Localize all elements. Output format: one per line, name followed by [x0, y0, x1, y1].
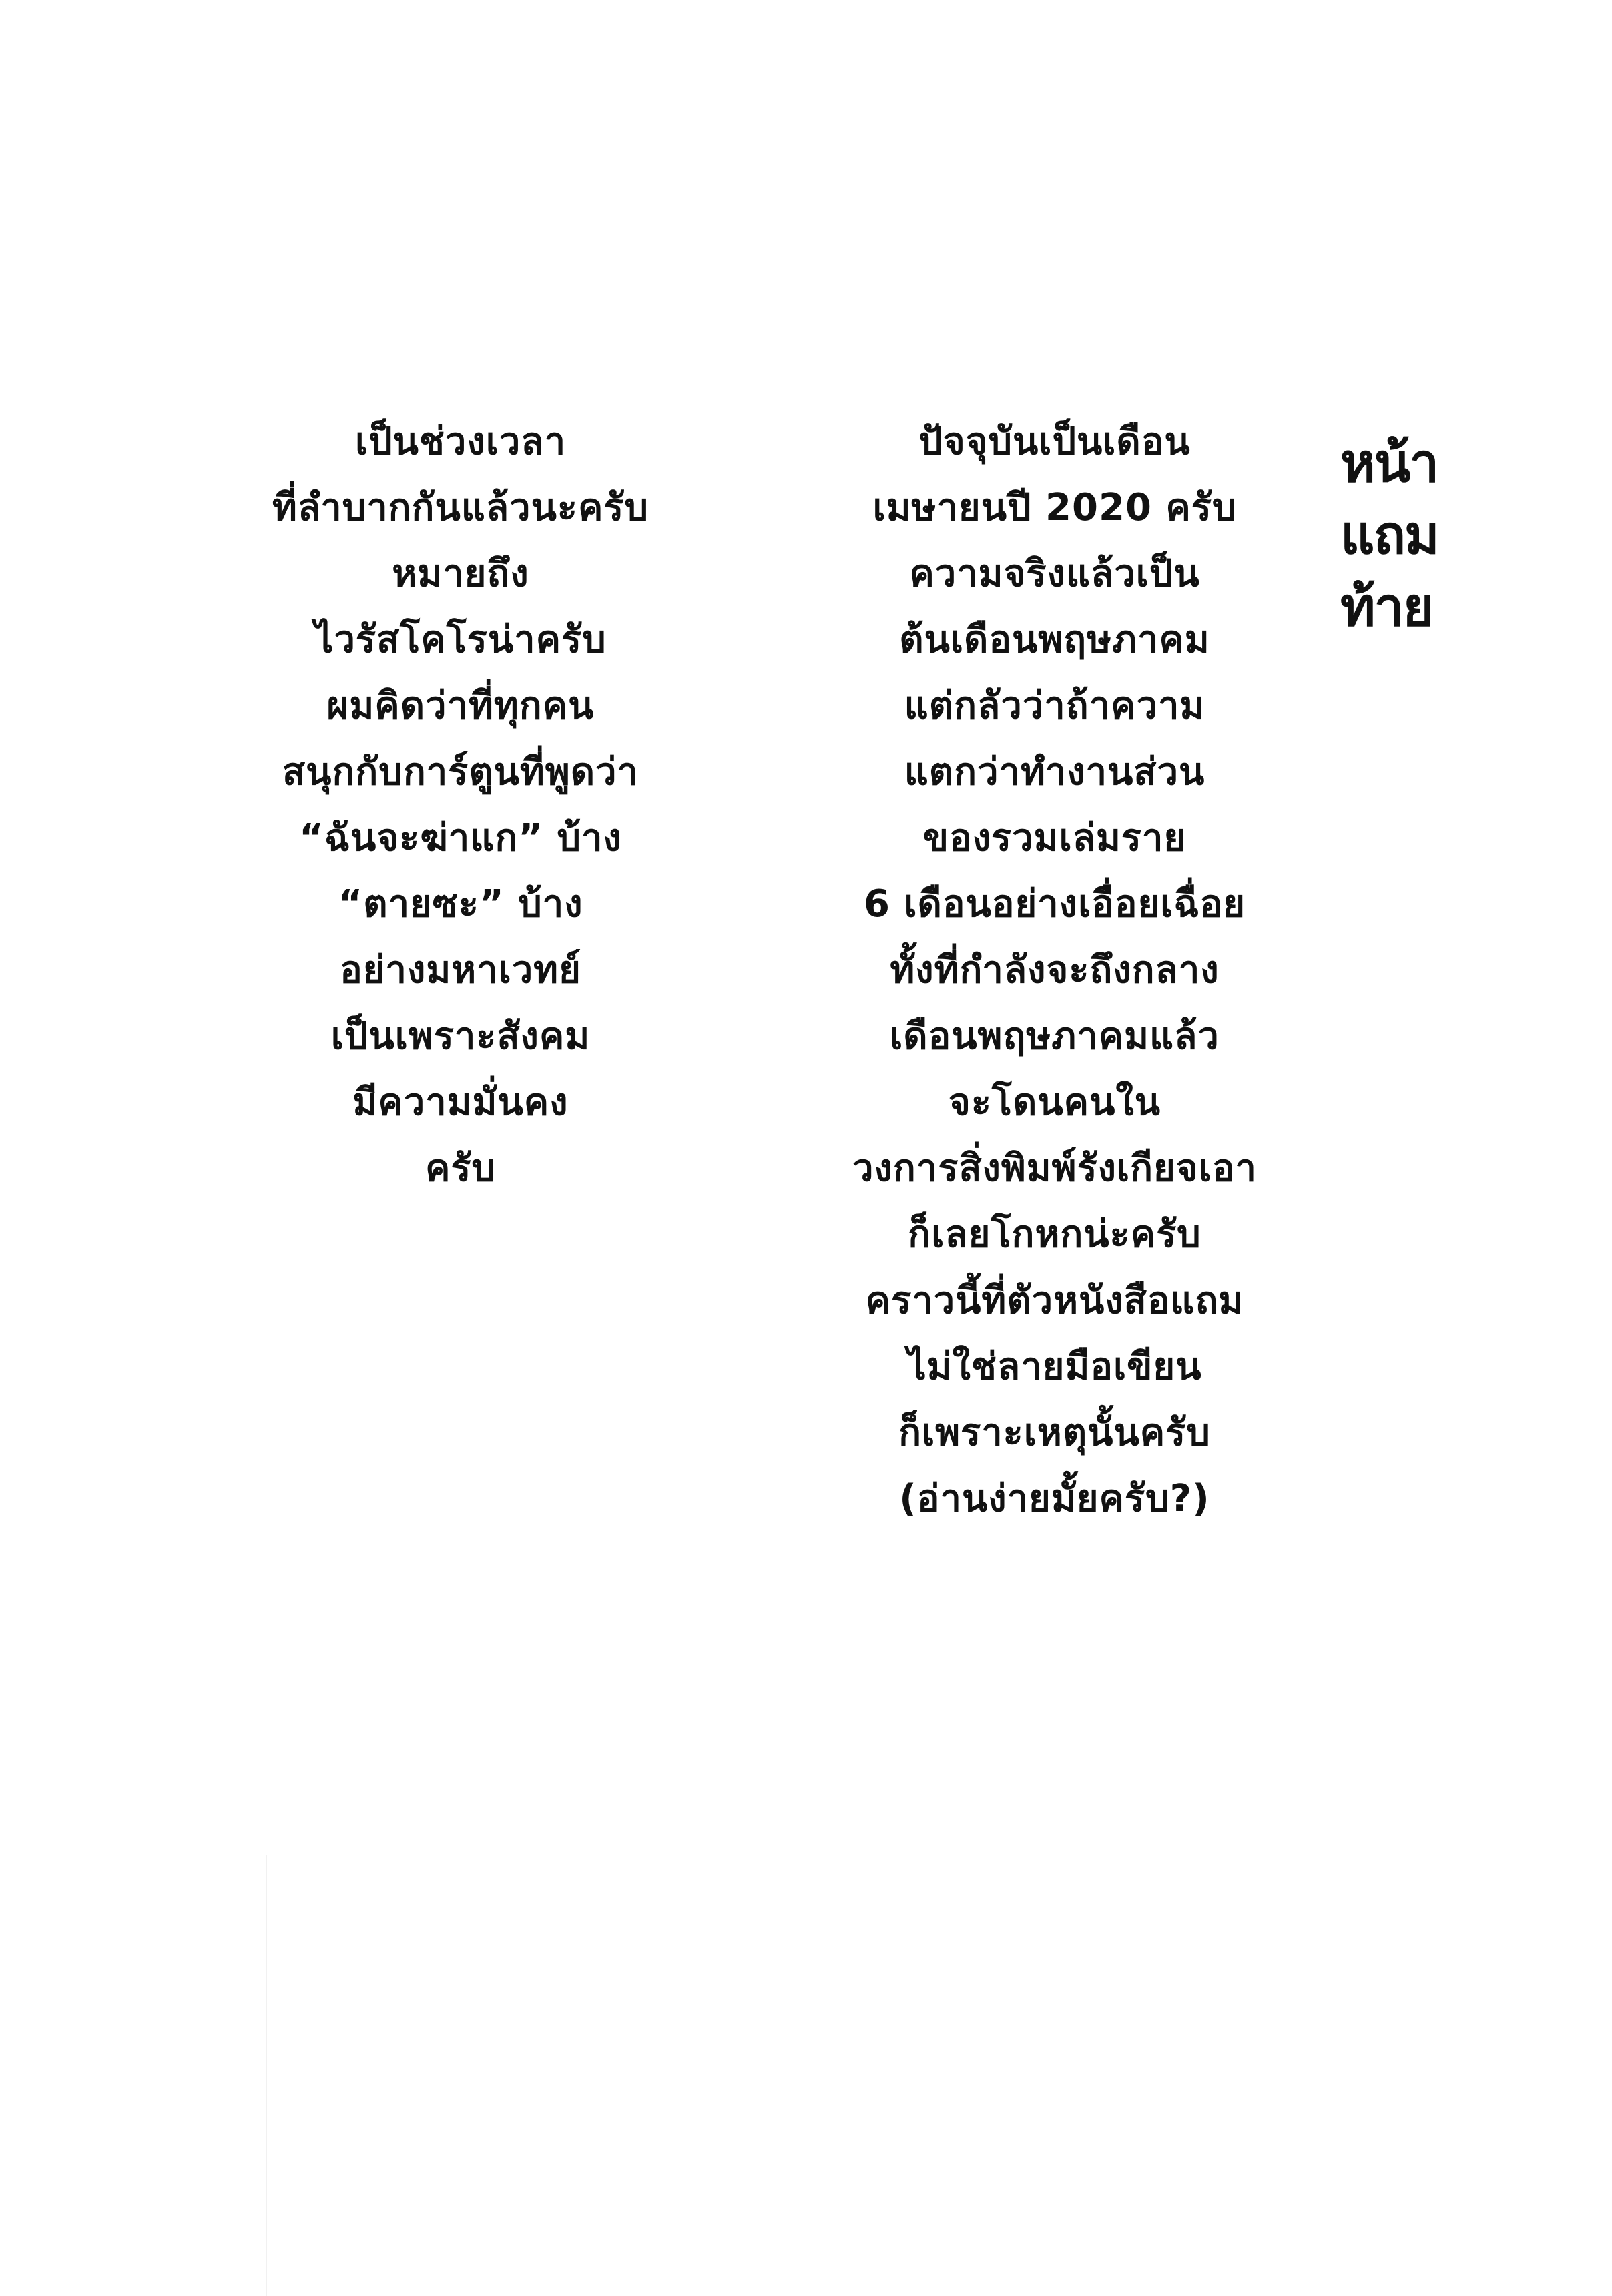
text-line: ความจริงแล้วเป็น — [909, 552, 1200, 595]
text-line: ที่ลำบากกันแล้วนะครับ — [272, 486, 649, 529]
heading-line: แถม — [1340, 504, 1438, 566]
text-line: “ตายซะ” บ้าง — [338, 882, 583, 926]
scan-artifact-line — [266, 1855, 267, 2296]
text-line: ปัจจุบันเป็นเดือน — [918, 420, 1191, 463]
text-line: จะโดนคนใน — [949, 1081, 1161, 1124]
text-line: เดือนพฤษภาคมแล้ว — [890, 1015, 1220, 1058]
text-line: เมษายนปี 2020 ครับ — [872, 486, 1237, 529]
text-line: ผมคิดว่าที่ทุกคน — [326, 684, 595, 728]
text-line: ครับ — [425, 1147, 497, 1190]
text-line: 6 เดือนอย่างเอื่อยเฉื่อย — [863, 882, 1246, 926]
text-line: (อ่านง่ายมั้ยครับ?) — [899, 1477, 1210, 1520]
text-line: ทั้งที่กำลังจะถึงกลาง — [890, 948, 1220, 992]
text-line: “ฉันจะฆ่าแก” บ้าง — [299, 816, 622, 860]
text-line: มีความมั่นคง — [352, 1081, 569, 1124]
heading-line: หน้า — [1340, 432, 1438, 494]
text-line: แต่กลัวว่าถ้าความ — [904, 684, 1205, 728]
text-line: วงการสิ่งพิมพ์รังเกียจเอา — [852, 1147, 1257, 1190]
page-heading — [1340, 427, 1474, 643]
text-line: อย่างมหาเวทย์ — [340, 948, 581, 992]
text-line: ก็เพราะเหตุนั้นครับ — [898, 1411, 1211, 1454]
text-line: เป็นเพราะสังคม — [330, 1015, 591, 1058]
left-text-column — [214, 408, 708, 1201]
text-line: เป็นช่วงเวลา — [354, 420, 567, 463]
text-line: ไวรัสโคโรน่าครับ — [314, 618, 607, 661]
text-line: ของรวมเล่มราย — [922, 816, 1187, 860]
text-line: ก็เลยโกหกน่ะครับ — [908, 1213, 1201, 1256]
text-line: ต้นเดือนพฤษภาคม — [899, 618, 1210, 661]
text-line: คราวนี้ที่ตัวหนังสือแถม — [865, 1279, 1244, 1322]
text-line: แตกว่าทำงานส่วน — [904, 750, 1205, 794]
text-line: ไม่ใช่ลายมือเขียน — [907, 1345, 1202, 1388]
text-line: สนุกกับการ์ตูนที่พูดว่า — [282, 750, 639, 794]
text-line: หมายถึง — [392, 552, 529, 595]
heading-line: ท้าย — [1340, 576, 1433, 638]
right-text-column — [788, 408, 1322, 1532]
